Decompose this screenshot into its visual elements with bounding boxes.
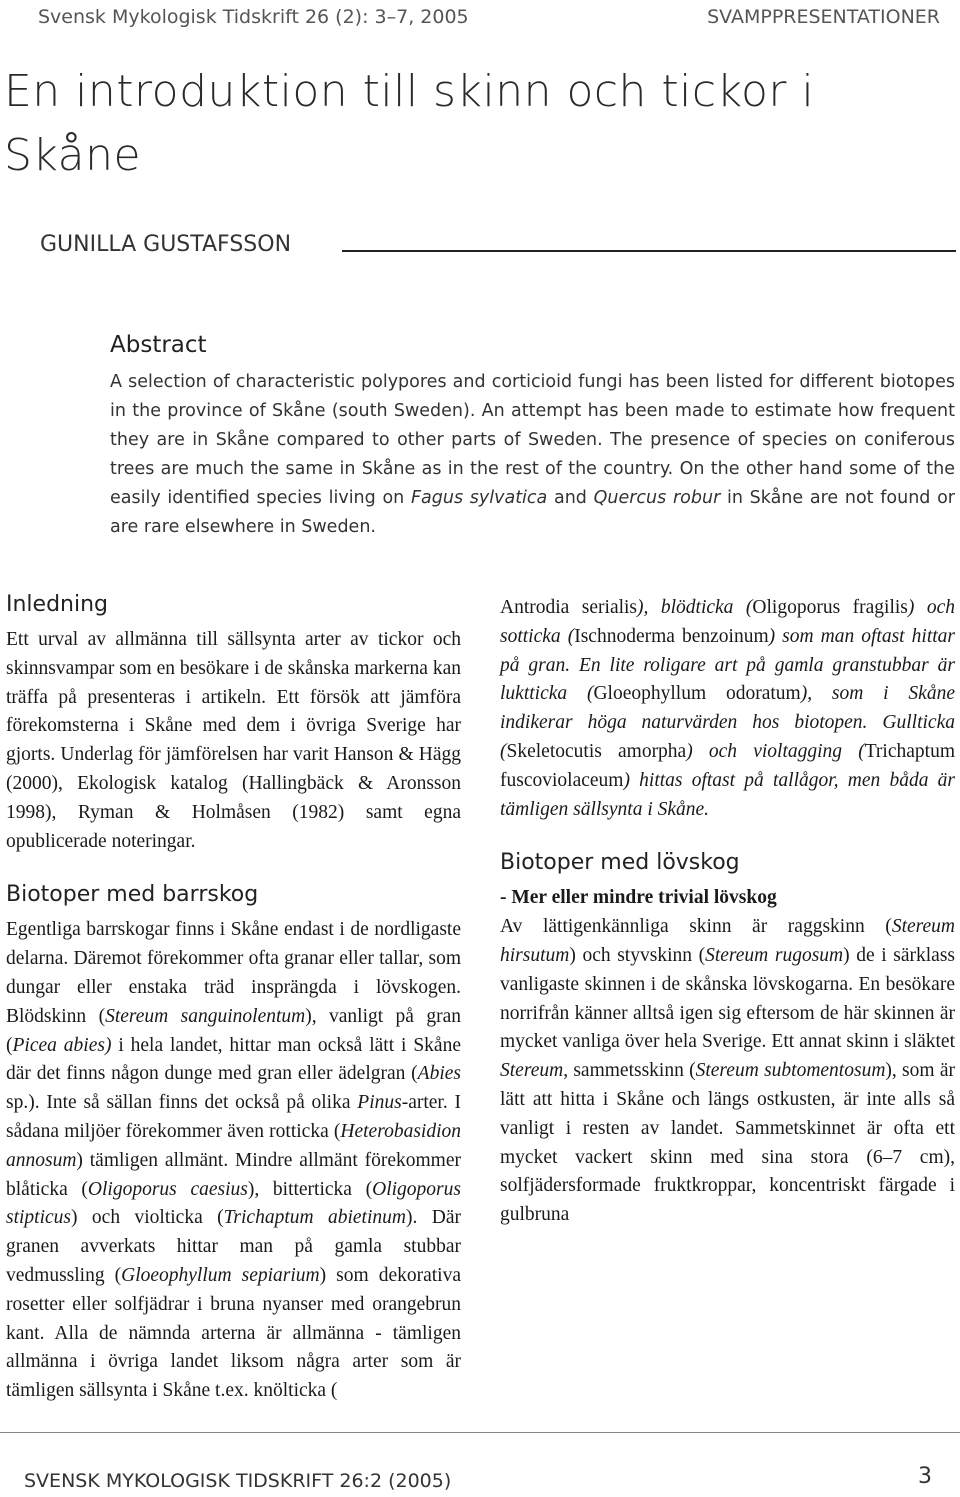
running-header-journal: Svensk Mykologisk Tidskrift 26 (2): 3–7, 2005 bbox=[38, 6, 469, 28]
abstract-heading: Abstract bbox=[110, 332, 207, 358]
running-header-section: SVAMPPRESENTATIONER bbox=[707, 6, 940, 28]
page-number: 3 bbox=[918, 1464, 932, 1489]
author-row bbox=[40, 232, 956, 266]
barrskog-heading: Biotoper med barrskog bbox=[6, 882, 259, 908]
author-name: GUNILLA GUSTAFSSON bbox=[40, 232, 292, 257]
lovskog-subheading: - Mer eller mindre trivial lövskog bbox=[500, 887, 777, 909]
lovskog-heading: Biotoper med lövskog bbox=[500, 850, 740, 876]
inledning-text: Ett urval av allmänna till sällsynta arter av tickor och skinnsvampar som en besökare i de skånska markerna kan träffa på presenteras i artikeln. Ett försök att jämföra förekomsterna i Skåne med dem i övriga Sverige har gjorts. Underlag för jämförelsen har varit Hanson & Hägg (2000), Ekologisk katalog (Hallingbäck & Aronsson 1998), Ryman & Holmåsen (1982) samt egna opublicerade noteringar. bbox=[6, 629, 461, 852]
footer-rule bbox=[0, 1432, 960, 1433]
left-column bbox=[6, 590, 461, 1406]
barrskog-text: Egentliga barrskogar finns i Skåne endast i de nordligaste delarna. Däremot förekommer ofta granar eller tallar, som dungar eller enstaka träd insprängda i lövskogen. Blödskinn (Stereum sanguinolentum), vanligt på gran (Picea abies) i hela landet, hittar man också lätt i Skåne där det finns någon dunge med gran eller ädelgran (Abies sp.). Inte så sällan finns det också på olika Pinus-arter. I sådana miljöer förekommer även rotticka (Heterobasidion annosum) tämligen allmänt. Mindre allmänt förekommer blåticka (Oligoporus caesius), bitterticka (Oligoporus stipticus) och violticka (Trichaptum abietinum). Där granen avverkats hittar man på gamla stubbar vedmussling (Gloeophyllum sepiarium) som dekorativa rosetter eller solfjädrar i bruna nyanser med orangebrun kant. Alla de nämnda arterna är allmänna - tämligen allmänna i övriga landet liksom några arter som är tämligen sällsynta i Skåne t.ex. knölticka ( bbox=[6, 919, 461, 1402]
abstract-text: A selection of characteristic polypores and corticioid fungi has been listed for different biotopes in the province of Skåne (south Sweden). An attempt has been made to estimate how frequent they are in Skåne compared to other parts of Sweden. The presence of species on coniferous trees are much the same in Skåne as in the rest of the country. On the other hand some of the easily identified species living on Fagus sylvatica and Quercus robur in Skåne are not found or are rare elsewhere in Sweden. bbox=[110, 372, 955, 537]
author-rule bbox=[342, 250, 956, 252]
right-column bbox=[500, 594, 955, 1230]
inledning-heading: Inledning bbox=[6, 592, 109, 617]
barrskog-text-continued: Antrodia serialis), blödticka (Oligoporus fragilis) och sotticka (Ischnoderma benzoinum) som man oftast hittar på gran. En lite roligare art på gamla granstubbar är luktticka (Gloeophyllum odoratum), som i Skåne indikerar höga naturvärden hos biotopen. Gullticka (Skeletocutis amorpha) och violtagging (Trichaptum fuscoviolaceum) hittas oftast på tallågor, men båda är tämligen sällsynta i Skåne. bbox=[500, 597, 955, 820]
article-title: En introduktion till skinn och tickor i Skåne bbox=[4, 66, 815, 181]
lovskog-text: Av lättigenkännliga skinn är raggskinn (Stereum hirsutum) och styvskinn (Stereum rugosum) de i särklass vanligaste skinnen i de skånska lövskogarna. En besökare norrifrån känner alltså igen sig eftersom de här skinnen är mycket vanliga över hela Sverige. Ett annat skinn i släktet Stereum, sammetsskinn (Stereum subtomentosum), som är lätt att hitta i Skåne och längs ostkusten, är inte alls så vanligt i resten av landet. Sammetskinnet är ofta ett mycket vackert skinn med sina stora (6–7 cm), solfjädersformade fruktkroppar, koncentriskt färgade i gulbruna bbox=[500, 916, 956, 1226]
footer-journal: SVENSK MYKOLOGISK TIDSKRIFT 26:2 (2005) bbox=[24, 1470, 452, 1492]
